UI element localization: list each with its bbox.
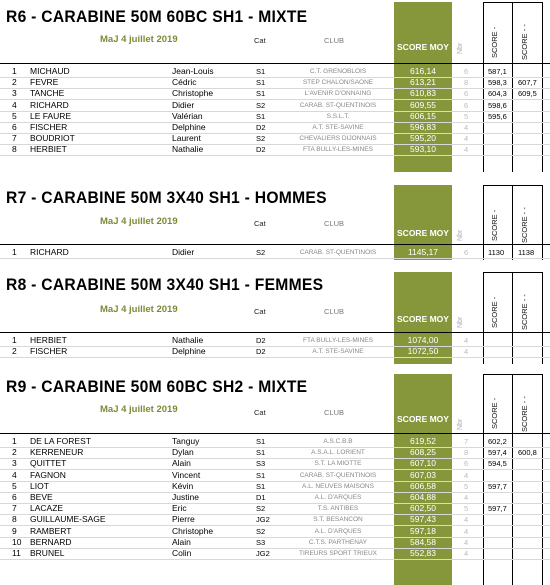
row-category: S2	[256, 134, 266, 144]
row-category: S3	[256, 537, 266, 547]
row-first-name: Justine	[172, 492, 199, 502]
row-category: D2	[256, 123, 266, 132]
club-header: CLUB	[324, 219, 345, 228]
row-nbr: 5	[464, 504, 469, 514]
row-club: CARAB. ST-QUENTINOIS	[299, 101, 377, 109]
row-score1: 604,3	[488, 89, 507, 99]
table-row	[0, 458, 550, 469]
row-score1: 594,5	[488, 459, 507, 469]
row-club: TIREURS SPORT TRIEUX	[298, 550, 378, 557]
row-first-name: Colin	[172, 548, 192, 558]
row-nbr: 5	[464, 111, 469, 121]
row-first-name: Vincent	[172, 469, 201, 480]
row-name: RICHARD	[30, 99, 69, 110]
row-score-moy: 607,03	[410, 469, 436, 480]
row-score2: 1138	[518, 248, 535, 257]
row-nbr: 4	[464, 123, 469, 132]
row-first-name: Didier	[172, 99, 195, 110]
row-score-moy: 597,18	[410, 525, 436, 536]
row-category: S1	[256, 111, 266, 121]
row-score2: 600,8	[518, 448, 537, 458]
row-name: TANCHE	[30, 88, 65, 99]
row-rank: 8	[12, 514, 17, 525]
row-category: D2	[256, 336, 266, 345]
row-score-moy: 1074,00	[407, 335, 439, 345]
table-row	[0, 492, 550, 503]
row-nbr: 6	[464, 67, 469, 76]
section-title: R6 - CARABINE 50M 60BC SH1 - MIXTE	[6, 7, 308, 26]
nbr-header: Nbr	[457, 229, 464, 241]
row-club: S.T. BESANCON	[313, 516, 363, 524]
row-rank: 9	[12, 525, 17, 536]
row-club: T.S. ANTIBES	[317, 505, 359, 513]
row-nbr: 4	[464, 549, 469, 558]
row-first-name: Dylan	[172, 447, 194, 458]
row-rank: 4	[12, 469, 17, 480]
row-name: BERNARD	[30, 536, 72, 547]
table-row	[0, 111, 550, 122]
row-score1: 597,7	[488, 504, 507, 514]
row-score2: 607,7	[518, 78, 537, 88]
row-score-moy: 613,21	[410, 77, 436, 88]
row-club: STEP CHALON/SAONE	[302, 79, 374, 87]
score-moy-header: SCORE MOY	[397, 314, 449, 324]
row-category: S1	[256, 470, 266, 480]
score1-header: SCORE -	[490, 296, 499, 328]
row-first-name: Nathalie	[172, 335, 204, 345]
row-score-moy: 593,10	[410, 144, 436, 155]
row-first-name: Didier	[172, 247, 195, 257]
row-first-name: Delphine	[172, 122, 206, 132]
row-nbr: 6	[464, 248, 469, 257]
score1-header: SCORE -	[490, 209, 499, 241]
row-nbr: 4	[464, 515, 469, 525]
row-first-name: Alain	[172, 458, 191, 469]
row-score-moy: 602,50	[410, 503, 436, 514]
row-nbr: 4	[464, 537, 469, 547]
row-score1: 598,6	[488, 100, 507, 110]
row-name: HERBIET	[30, 335, 67, 345]
row-score1: 597,7	[488, 481, 507, 491]
row-first-name: Alain	[172, 536, 191, 547]
table-row	[0, 88, 550, 99]
row-club: A.T. STE-SAVINE	[312, 124, 364, 131]
cat-header: Cat	[254, 219, 266, 228]
section-title: R8 - CARABINE 50M 3X40 SH1 - FEMMES	[6, 275, 324, 294]
row-category: S2	[256, 248, 266, 257]
row-score1: 1130	[488, 248, 505, 257]
row-score1: 597,4	[488, 448, 507, 458]
row-club: L'AVENIR D'ONNAING	[304, 90, 372, 98]
row-rank: 1	[12, 335, 17, 345]
row-name: MICHAUD	[30, 66, 70, 76]
row-nbr: 4	[464, 145, 469, 155]
table-row	[0, 77, 550, 88]
update-date: MaJ 4 juillet 2019	[100, 404, 178, 415]
row-score1: 595,6	[488, 111, 507, 121]
score-moy-header: SCORE MOY	[397, 414, 449, 424]
row-name: RAMBERT	[30, 525, 72, 536]
table-row	[0, 447, 550, 458]
row-name: FEVRE	[30, 77, 59, 88]
nbr-header: Nbr	[457, 42, 464, 54]
row-first-name: Tanguy	[172, 436, 200, 446]
row-rank: 1	[12, 247, 17, 257]
table-row	[0, 335, 550, 346]
row-nbr: 6	[464, 459, 469, 469]
row-nbr: 6	[464, 89, 469, 99]
row-club: FTA BULLY-LES-MINES	[303, 146, 373, 154]
row-club: S.T. LA MIOTTE	[314, 460, 362, 468]
row-club: S.S.L.T.	[326, 112, 350, 120]
row-club: A.L. NEUVES MAISONS	[302, 482, 374, 490]
row-category: S1	[256, 481, 266, 491]
table-row	[0, 247, 550, 258]
row-score-moy: 610,83	[410, 88, 436, 99]
club-header: CLUB	[324, 36, 345, 45]
row-club: A.S.C.B.B	[323, 438, 353, 445]
row-nbr: 6	[464, 100, 469, 110]
row-first-name: Delphine	[172, 346, 206, 357]
table-row	[0, 526, 550, 537]
row-name: FISCHER	[30, 346, 68, 357]
row-category: JG2	[256, 515, 270, 525]
row-name: HERBIET	[30, 144, 67, 155]
row-score-moy: 607,10	[410, 458, 436, 469]
row-name: FISCHER	[30, 122, 68, 132]
row-club: C.T. GRENOBLOIS	[309, 68, 367, 75]
row-rank: 2	[12, 447, 17, 458]
row-rank: 5	[12, 110, 17, 121]
table-row	[0, 470, 550, 481]
section-r7	[0, 183, 550, 260]
table-row	[0, 122, 550, 133]
table-row	[0, 548, 550, 559]
club-header: CLUB	[324, 307, 345, 316]
row-club: CHEVALIERS DIJONNAIS	[299, 135, 377, 143]
row-name: LIOT	[30, 480, 49, 491]
row-club: A.T. STE-SAVINE	[312, 348, 364, 356]
score1-header: SCORE -	[490, 397, 499, 429]
cat-header: Cat	[254, 408, 266, 417]
row-score1: 587,1	[488, 67, 507, 76]
row-score-moy: 596,83	[410, 122, 436, 132]
table-row	[0, 503, 550, 514]
row-club: A.S.A.L. LORIENT	[311, 449, 365, 457]
row-nbr: 8	[464, 78, 469, 88]
row-rank: 1	[12, 66, 17, 76]
row-category: D2	[256, 145, 266, 155]
score2-header: SCORE - -	[520, 294, 529, 330]
row-first-name: Cédric	[172, 77, 197, 88]
score2-header: SCORE - -	[520, 207, 529, 243]
row-rank: 7	[12, 503, 17, 514]
update-date: MaJ 4 juillet 2019	[100, 34, 178, 45]
row-category: D2	[256, 347, 266, 357]
row-name: RICHARD	[30, 247, 69, 257]
row-first-name: Nathalie	[172, 144, 204, 155]
row-rank: 1	[12, 436, 17, 446]
row-name: BRUNEL	[30, 548, 65, 558]
score1-header: SCORE -	[490, 26, 499, 58]
score2-header: SCORE - -	[520, 396, 529, 432]
row-score-moy: 1145,17	[407, 247, 439, 257]
row-rank: 10	[12, 536, 22, 547]
row-score-moy: 597,43	[410, 514, 436, 525]
row-category: JG2	[256, 549, 270, 558]
table-row	[0, 144, 550, 155]
row-name: LE FAURE	[30, 110, 72, 121]
row-name: QUITTET	[30, 458, 67, 469]
row-category: S1	[256, 448, 266, 458]
section-r6	[0, 0, 550, 172]
row-category: D1	[256, 493, 266, 502]
row-score-moy: 606,58	[410, 480, 436, 491]
table-row	[0, 537, 550, 548]
row-rank: 7	[12, 133, 17, 144]
row-rank: 3	[12, 88, 17, 99]
row-category: S1	[256, 67, 266, 76]
update-date: MaJ 4 juillet 2019	[100, 216, 178, 227]
row-first-name: Laurent	[172, 133, 201, 144]
row-club: CARAB. ST-QUENTINOIS	[299, 249, 377, 256]
table-row	[0, 481, 550, 492]
nbr-header: Nbr	[457, 418, 464, 430]
row-category: S1	[256, 437, 266, 446]
row-category: S2	[256, 504, 266, 514]
row-first-name: Kévin	[172, 480, 194, 491]
row-score-moy: 609,55	[410, 99, 436, 110]
row-category: S3	[256, 459, 266, 469]
row-nbr: 4	[464, 470, 469, 480]
row-club: FTA BULLY-LES-MINES	[303, 337, 373, 344]
row-nbr: 4	[464, 526, 469, 536]
score-moy-header: SCORE MOY	[397, 42, 449, 52]
row-rank: 6	[12, 492, 17, 502]
score-moy-header: SCORE MOY	[397, 228, 449, 238]
row-rank: 3	[12, 458, 17, 469]
nbr-header: Nbr	[457, 316, 464, 328]
row-score-moy: 595,20	[410, 133, 436, 144]
row-score-moy: 552,83	[410, 548, 436, 558]
row-score2: 609,5	[518, 89, 537, 99]
table-row	[0, 100, 550, 111]
row-first-name: Eric	[172, 503, 187, 514]
row-score-moy: 608,25	[410, 447, 436, 458]
row-rank: 5	[12, 480, 17, 491]
row-first-name: Jean-Louis	[172, 66, 214, 76]
row-club: A.L. D'ARQUES	[314, 527, 362, 535]
row-score1: 602,2	[488, 437, 507, 446]
row-rank: 11	[12, 548, 21, 558]
row-nbr: 4	[464, 134, 469, 144]
row-name: DE LA FOREST	[30, 436, 91, 446]
row-category: S2	[256, 100, 266, 110]
section-title: R9 - CARABINE 50M 60BC SH2 - MIXTE	[6, 377, 308, 396]
row-score-moy: 604,88	[410, 492, 436, 502]
row-rank: 2	[12, 77, 17, 88]
cat-header: Cat	[254, 36, 266, 45]
row-nbr: 7	[464, 437, 469, 446]
row-name: BEVE	[30, 492, 53, 502]
row-name: FAGNON	[30, 469, 66, 480]
row-score-moy: 584,58	[410, 536, 436, 547]
row-name: BOUDRIOT	[30, 133, 75, 144]
row-club: A.L. D'ARQUES	[314, 494, 362, 501]
row-rank: 2	[12, 346, 17, 357]
row-club: CARAB. ST-QUENTINOIS	[299, 471, 377, 479]
row-nbr: 4	[464, 347, 469, 357]
section-r9	[0, 372, 550, 585]
table-row	[0, 514, 550, 525]
row-club: C.T.S. PARTHENAY	[308, 538, 368, 546]
cat-header: Cat	[254, 307, 266, 316]
club-header: CLUB	[324, 408, 345, 417]
row-nbr: 4	[464, 493, 469, 502]
row-rank: 8	[12, 144, 17, 155]
table-row	[0, 133, 550, 144]
row-name: KERRENEUR	[30, 447, 84, 458]
section-title: R7 - CARABINE 50M 3X40 SH1 - HOMMES	[6, 188, 327, 207]
row-first-name: Christophe	[172, 88, 214, 99]
table-row	[0, 436, 550, 447]
table-row	[0, 346, 550, 357]
row-name: GUILLAUME-SAGE	[30, 514, 106, 525]
row-score-moy: 606,15	[410, 110, 436, 121]
row-first-name: Christophe	[172, 525, 214, 536]
row-category: S1	[256, 89, 266, 99]
row-score-moy: 619,52	[410, 436, 436, 446]
row-rank: 6	[12, 122, 17, 132]
row-score-moy: 1072,50	[407, 346, 439, 357]
score2-header: SCORE - -	[520, 24, 529, 60]
row-category: S1	[256, 78, 266, 88]
row-name: LACAZE	[30, 503, 64, 514]
row-rank: 4	[12, 99, 17, 110]
row-nbr: 5	[464, 481, 469, 491]
row-score-moy: 616,14	[410, 66, 436, 76]
row-nbr: 4	[464, 336, 469, 345]
update-date: MaJ 4 juillet 2019	[100, 304, 178, 315]
row-first-name: Valérian	[172, 110, 203, 121]
row-first-name: Pierre	[172, 514, 195, 525]
row-score1: 598,3	[488, 78, 507, 88]
section-r8	[0, 270, 550, 364]
table-row	[0, 66, 550, 77]
row-category: S2	[256, 526, 266, 536]
row-nbr: 8	[464, 448, 469, 458]
